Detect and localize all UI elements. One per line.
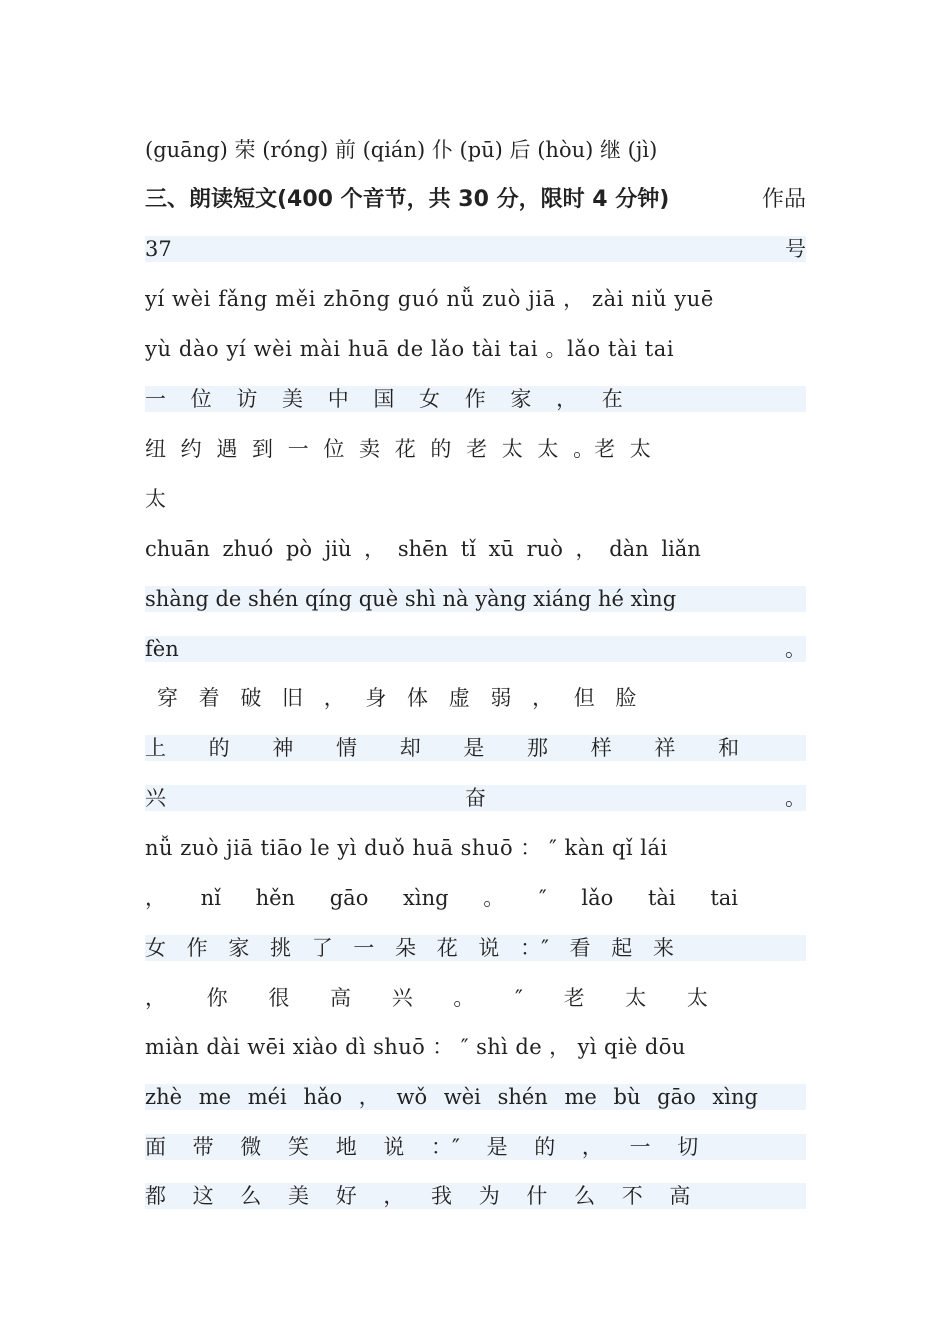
text-line: yù dào yí wèi mài huā de lǎo tài tai 。lǎo tài tai [145, 337, 675, 361]
text-line: 面 带 微 笑 地 说 ：″ 是 的 ， 一 切 [145, 1135, 699, 1159]
text-line: fèn [145, 637, 179, 661]
text-line: 女 作 家 挑 了 一 朵 花 说 ：″ 看 起 来 [145, 936, 674, 960]
text-line: 一 位 访 美 中 国 女 作 家 ， 在 [145, 387, 623, 411]
work-number-suffix: 号 [785, 237, 806, 261]
text-line: 穿 着 破 旧 ， 身 体 虚 弱 ， 但 脸 [157, 686, 637, 710]
text-line: ， 你 很 高 兴 。 ″ 老 太 太 [145, 986, 708, 1010]
work-number: 37 [145, 237, 172, 261]
pinyin-line [145, 286, 806, 312]
pinyin-line [145, 1034, 806, 1060]
text-line: (guāng) 荣 (róng) 前 (qián) 仆 (pū) 后 (hòu) 继 (jì) [145, 138, 658, 162]
pinyin-line [145, 536, 806, 562]
hanzi-line [145, 685, 806, 711]
period: 。 [785, 786, 806, 810]
hanzi-line [145, 735, 806, 761]
text-line: shàng de shén qíng què shì nà yàng xiáng hé xìng [145, 587, 677, 611]
pinyin-line [145, 835, 806, 861]
text-line: 都 这 么 美 好 ， 我 为 什 么 不 高 [145, 1184, 691, 1208]
text-line: 奋 [465, 786, 486, 810]
heading-text: 三、朗读短文(400 个音节，共 30 分，限时 4 分钟) [145, 187, 670, 212]
text-line: miàn dài wēi xiào dì shuō ： ″ shì de ， yì qiè dōu [145, 1035, 686, 1059]
pinyin-line [145, 636, 806, 662]
text-line: chuān zhuó pò jiù ， shēn tǐ xū ruò ， dàn liǎn [145, 537, 701, 561]
hanzi-line [145, 985, 806, 1011]
hanzi-line [145, 436, 806, 462]
period: 。 [785, 637, 806, 661]
pinyin-line [145, 885, 806, 911]
hanzi-line [145, 785, 806, 811]
hanzi-line [145, 1134, 806, 1160]
text-line: 兴 [145, 786, 166, 810]
text-line: 太 [145, 487, 166, 511]
text-line: nǚ zuò jiā tiāo le yì duǒ huā shuō ： ″ kàn qǐ lái [145, 836, 668, 860]
pinyin-line [145, 1084, 806, 1110]
text-line: ， nǐ hěn gāo xìng 。 ″ lǎo tài tai [145, 886, 739, 910]
hanzi-line [145, 386, 806, 412]
hanzi-line [145, 1183, 806, 1209]
text-line: 纽 约 遇 到 一 位 卖 花 的 老 太 太 。老 太 [145, 437, 651, 461]
pinyin-line [145, 586, 806, 612]
pinyin-line [145, 336, 806, 362]
hanzi-line [145, 486, 806, 512]
text-line: zhè me méi hǎo ， wǒ wèi shén me bù gāo xìng [145, 1085, 758, 1109]
text-line: yí wèi fǎng měi zhōng guó nǚ zuò jiā ， zài niǔ yuē [145, 287, 714, 311]
text-line: 上 的 神 情 却 是 那 样 祥 和 [145, 736, 740, 760]
pinyin-line-idiom [145, 137, 806, 163]
work-number-line [145, 236, 806, 262]
work-label: 作品 [761, 187, 806, 212]
section-heading [145, 187, 806, 213]
hanzi-line [145, 935, 806, 961]
